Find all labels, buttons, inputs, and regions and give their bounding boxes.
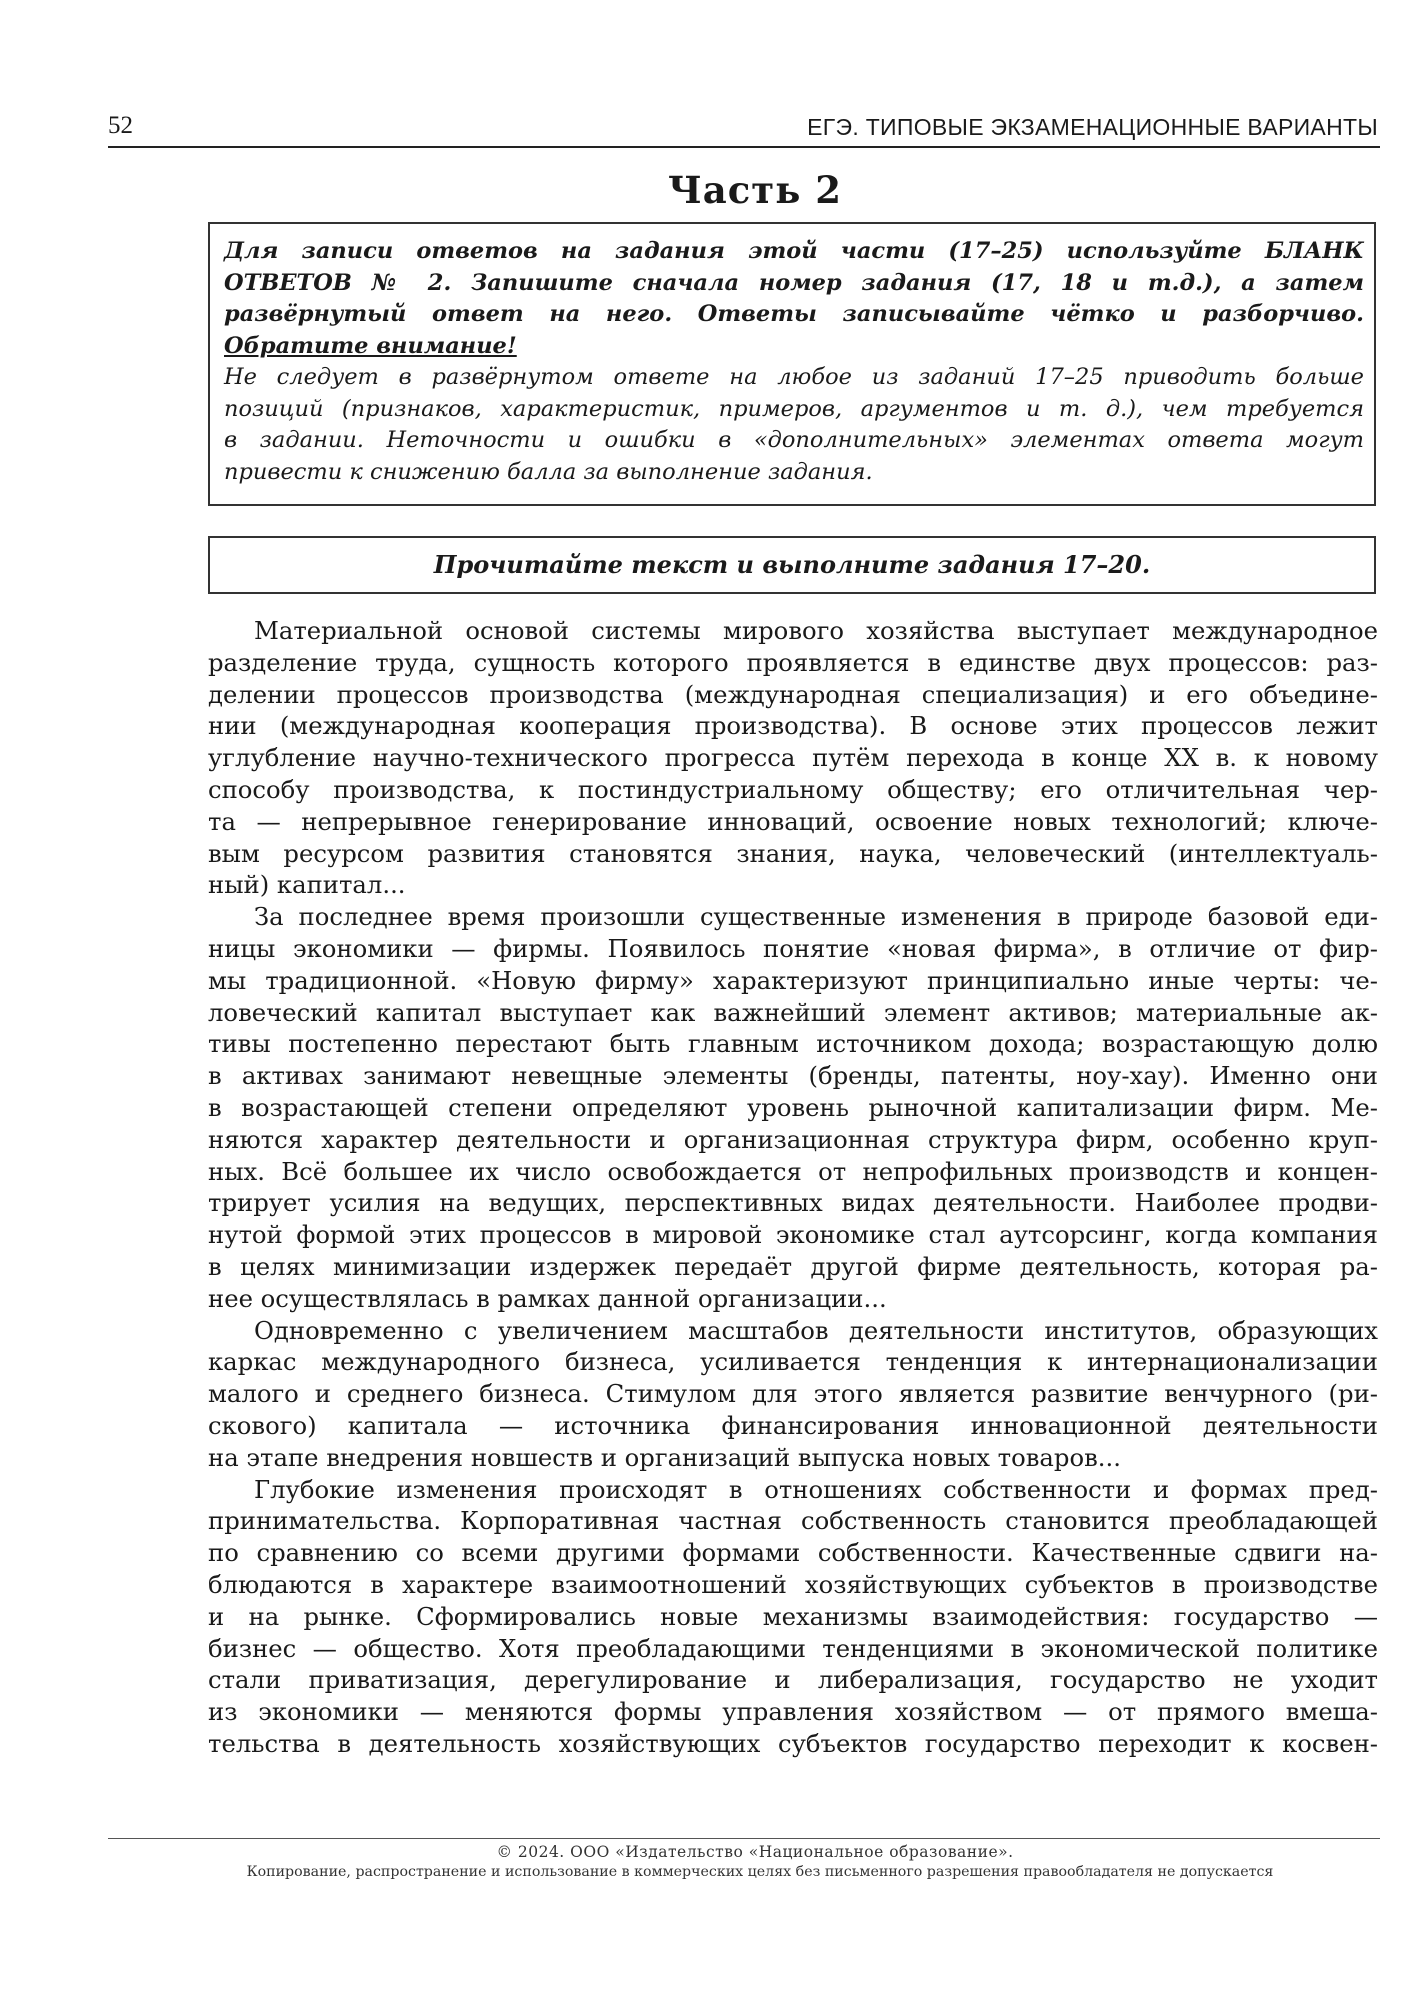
note-line: привести к снижению балла за выполнение задания. <box>224 458 873 485</box>
page-number: 52 <box>108 112 133 139</box>
text-line: способу производства, к постиндустриальному обществу; его отличительная чер- <box>208 774 1378 804</box>
note-line: в задании. Неточности и ошибки в «дополнительных» элементах ответа могут <box>224 427 1364 453</box>
text-line: Глубокие изменения происходят в отношениях собственности и формах пред- <box>254 1474 1378 1504</box>
text-line: углубление научно-технического прогресса путём перехода в конце XX в. к новому <box>208 743 1378 773</box>
text-line: вым ресурсом развития становятся знания, наука, человеческий (интеллектуаль- <box>208 838 1378 868</box>
instructions-line: ОТВЕТОВ № 2. Запишите сначала номер задания (17, 18 и т.д.), а затем <box>224 269 1364 296</box>
note-line: позиций (признаков, характеристик, примеров, аргументов и т. д.), чем требуется <box>224 395 1364 422</box>
text-line: в активах занимают невещные элементы (бренды, патенты, ноу-хау). Именно они <box>208 1061 1378 1091</box>
text-line: каркас международного бизнеса, усиливается тенденция к интернационализации <box>208 1347 1378 1377</box>
copyright-notice: Копирование, распространение и использование в коммерческих целях без письменного разрешения правообладателя не допускается <box>246 1864 1274 1880</box>
text-line: на этапе внедрения новшеств и организаций выпуска новых товаров... <box>208 1442 1121 1472</box>
text-line: няются характер деятельности и организационная структура фирм, особенно круп- <box>208 1124 1378 1154</box>
text-line: нее осуществлялась в рамках данной организации... <box>208 1283 887 1313</box>
text-line: ловеческий капитал выступает как важнейший элемент активов; материальные ак- <box>208 997 1378 1027</box>
text-line: За последнее время произошли существенные изменения в природе базовой еди- <box>254 902 1378 932</box>
text-line: в целях минимизации издержек передаёт другой фирме деятельность, которая ра- <box>208 1251 1378 1281</box>
text-line: блюдаются в характере взаимоотношений хозяйствующих субъектов в производстве <box>208 1569 1378 1599</box>
text-line: ницы экономики — фирмы. Появилось понятие «новая фирма», в отличие от фир- <box>208 933 1378 963</box>
instructions-box <box>208 222 1376 506</box>
text-line: в возрастающей степени определяют уровень рыночной капитализации фирм. Ме- <box>208 1092 1378 1122</box>
instructions-line: развёрнутый ответ на него. Ответы записывайте чётко и разборчиво. <box>224 301 1364 327</box>
text-line: бизнес — общество. Хотя преобладающими тенденциями в экономической политике <box>208 1633 1378 1663</box>
text-line: мы традиционной. «Новую фирму» характеризуют принципиально иные черты: че- <box>208 965 1378 995</box>
header-divider <box>108 146 1380 148</box>
text-line: нии (международная кооперация производства). В основе этих процессов лежит <box>208 711 1378 741</box>
section-title: Часть 2 <box>668 168 842 212</box>
text-line: та — непрерывное генерирование инноваций, освоение новых технологий; ключе- <box>208 806 1378 836</box>
text-line: ных. Всё большее их число освобождается от непрофильных производств и концен- <box>208 1156 1378 1186</box>
text-line: стали приватизация, дерегулирование и либерализация, государство не уходит <box>208 1665 1378 1695</box>
text-line: тивы постепенно перестают быть главным источником дохода; возрастающую долю <box>208 1029 1378 1059</box>
attention-label: Обратите внимание! <box>224 332 517 359</box>
task-prompt: Прочитайте текст и выполните задания 17–20. <box>208 536 1376 594</box>
text-line: трирует усилия на ведущих, перспективных видах деятельности. Наиболее продви- <box>208 1188 1378 1218</box>
text-line: принимательства. Корпоративная частная собственность становится преобладающей <box>208 1506 1378 1536</box>
text-line: ный) капитал... <box>208 870 406 900</box>
note-line: Не следует в развёрнутом ответе на любое из заданий 17–25 приводить больше <box>224 364 1364 390</box>
text-line: нутой формой этих процессов в мировой экономике стал аутсорсинг, когда компания <box>208 1220 1378 1250</box>
text-line: по сравнению со всеми другими формами собственности. Качественные сдвиги на- <box>208 1538 1378 1568</box>
running-head: ЕГЭ. ТИПОВЫЕ ЭКЗАМЕНАЦИОННЫЕ ВАРИАНТЫ <box>807 114 1378 140</box>
instructions-line: Для записи ответов на задания этой части (17–25) используйте БЛАНК <box>224 238 1364 264</box>
reading-text <box>208 615 1378 1760</box>
text-line: тельства в деятельность хозяйствующих субъектов государство переходит к косвен- <box>208 1728 1378 1758</box>
text-line: делении процессов производства (международная специализация) и его объедине- <box>208 679 1378 709</box>
text-line: Материальной основой системы мирового хозяйства выступает международное <box>254 616 1378 645</box>
text-line: малого и среднего бизнеса. Стимулом для этого является развитие венчурного (ри- <box>208 1379 1378 1409</box>
copyright-line: © 2024. ООО «Издательство «Национальное образование». <box>496 1843 1014 1861</box>
text-line: из экономики — меняются формы управления хозяйством — от прямого вмеша- <box>208 1697 1378 1727</box>
text-line: Одновременно с увеличением масштабов деятельности институтов, образующих <box>254 1315 1378 1345</box>
text-line: скового) капитала — источника финансирования инновационной деятельности <box>208 1410 1378 1440</box>
text-line: и на рынке. Сформировались новые механизмы взаимодействия: государство — <box>208 1601 1378 1631</box>
footer-divider <box>108 1838 1380 1839</box>
text-line: разделение труда, сущность которого проявляется в единстве двух процессов: раз- <box>208 647 1378 677</box>
